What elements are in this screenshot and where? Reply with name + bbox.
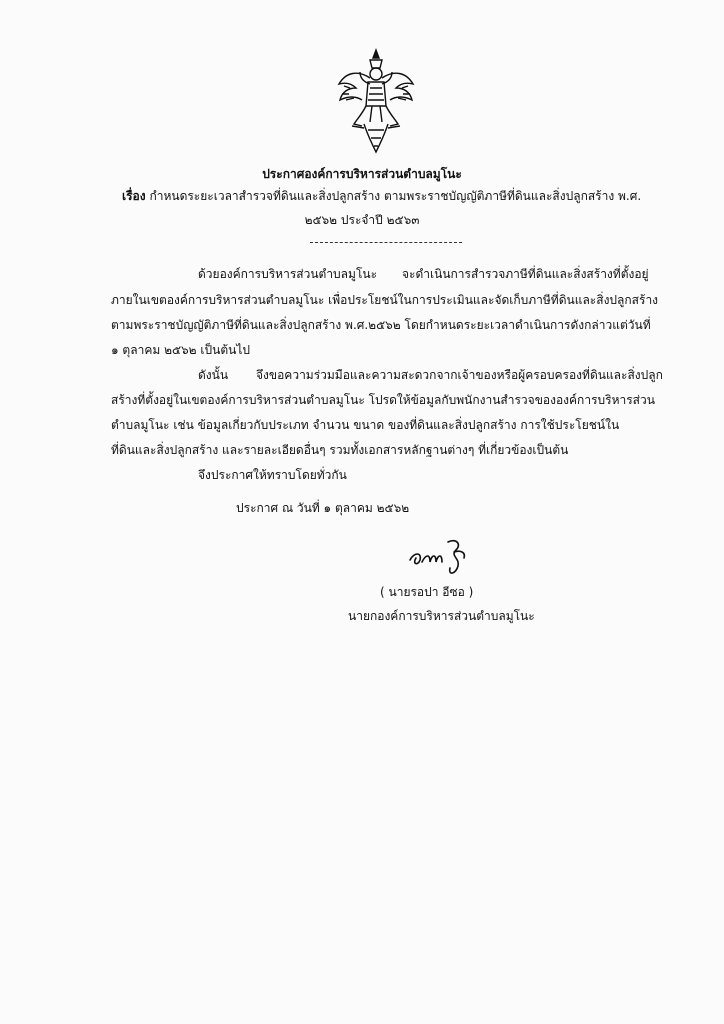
para1-line1a: ด้วยองค์การบริหารส่วนตำบลมูโนะ	[198, 267, 378, 281]
signer-name: ( นายรอปา อีซอ )	[380, 585, 474, 599]
divider	[310, 242, 462, 243]
para1-line3: ตามพระราชบัญญัติภาษีที่ดินและสิ่งปลูกสร้าง พ.ศ.๒๕๖๒ โดยกำหนดระยะเวลาดำเนินการดังกล่าวแต่วันที่	[111, 318, 651, 332]
handwritten-signature-icon	[404, 534, 484, 580]
para2-line1a: ดังนั้น	[198, 368, 229, 382]
para1-line1b: จะดำเนินการสำรวจภาษีที่ดินและสิ่งสร้างที่ตั้งอยู่	[402, 267, 649, 281]
para2-line2: สร้างที่ตั้งอยู่ในเขตองค์การบริหารส่วนตำบลมูโนะ โปรดให้ข้อมูลกับพนักงานสำรวจขององค์การบริหารส่วน	[111, 393, 655, 407]
subject-text-2: ๒๕๖๒ ประจำปี ๒๕๖๓	[304, 213, 420, 227]
subject-text-1: กำหนดระยะเวลาสำรวจที่ดินและสิ่งปลูกสร้าง ตามพระราชบัญญัติภาษีที่ดินและสิ่งปลูกสร้าง พ.ศ.	[149, 189, 642, 203]
garuda-emblem-icon	[336, 44, 416, 162]
date-line: ประกาศ ณ วันที่ ๑ ตุลาคม ๒๕๖๒	[236, 501, 410, 515]
subject-line-1	[122, 188, 641, 205]
closing-text: จึงประกาศให้ทราบโดยทั่วกัน	[198, 468, 347, 482]
para1-line4: ๑ ตุลาคม ๒๕๖๒ เป็นต้นไป	[111, 343, 250, 357]
para2-line1b: จึงขอความร่วมมือและความสะดวกจากเจ้าของหรือผู้ครอบครองที่ดินและสิ่งปลูก	[256, 368, 663, 382]
para2-line4: ที่ดินและสิ่งปลูกสร้าง และรายละเอียดอื่นๆ รวมทั้งเอกสารหลักฐานต่างๆ ที่เกี่ยวข้องเป็นต้น	[111, 443, 569, 457]
para1-line2: ภายในเขตองค์การบริหารส่วนตำบลมูโนะ เพื่อประโยชน์ในการประเมินและจัดเก็บภาษีที่ดินและสิ่งปลูกสร้าง	[111, 293, 659, 307]
signer-title: นายกองค์การบริหารส่วนตำบลมูโนะ	[348, 609, 535, 623]
document-title: ประกาศองค์การบริหารส่วนตำบลมูโนะ	[262, 167, 462, 181]
para2-line3: ตำบลมูโนะ เช่น ข้อมูลเกี่ยวกับประเภท จำนวน ขนาด ของที่ดินและสิ่งปลูกสร้าง การใช้ประโยชน์ใน	[111, 418, 620, 432]
subject-label: เรื่อง	[122, 189, 146, 203]
